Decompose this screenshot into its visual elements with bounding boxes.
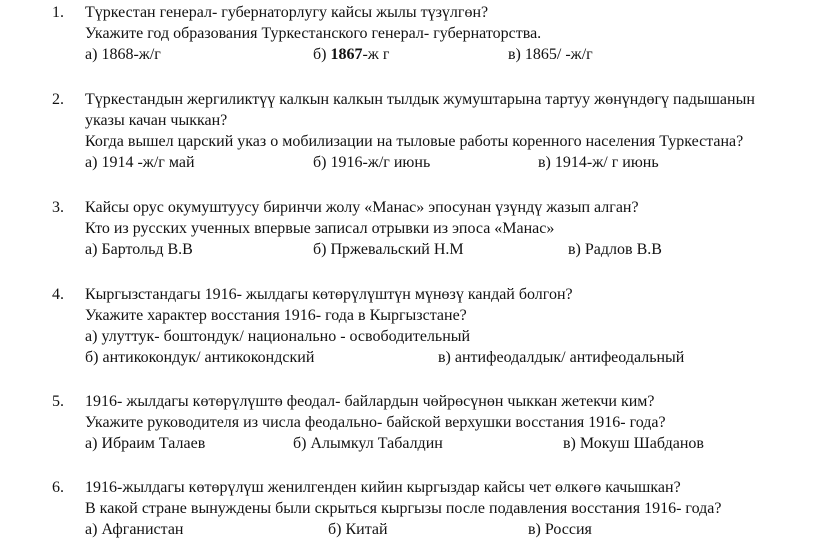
option-b: б) Алымкул Табалдин bbox=[293, 435, 443, 452]
question-number: 6. bbox=[52, 479, 64, 496]
option-a: а) 1914 -ж/г май bbox=[85, 154, 195, 171]
option-b: б) 1916-ж/г июнь bbox=[313, 154, 431, 171]
option-b-bold-year: 1867 bbox=[330, 46, 363, 63]
option-c: в) Мокуш Шабданов bbox=[563, 435, 704, 452]
question-text-russian: Укажите год образования Туркестанского генерал- губернаторства. bbox=[85, 25, 542, 42]
option-a: а) 1868-ж/г bbox=[85, 46, 161, 63]
question-text-russian: В какой стране вынуждены были скрыться кыргызы после подавления восстания 1916- года? bbox=[85, 500, 722, 517]
question-text-kyrgyz: Түркестан генерал- губернаторлугу кайсы жылы түзүлгөн? bbox=[85, 4, 489, 21]
option-a: а) Ибраим Талаев bbox=[85, 435, 206, 452]
question-text-kyrgyz: Түркестандын жергиликтүү калкын калкын тылдык жумуштарына тартуу жөнүндөгү падышанын bbox=[85, 91, 755, 108]
option-a: а) Афганистан bbox=[85, 521, 184, 538]
question-number: 3. bbox=[52, 199, 64, 216]
question-number: 2. bbox=[52, 91, 64, 108]
question-text-russian: Укажите характер восстания 1916- года в Кыргызстане? bbox=[85, 307, 467, 324]
question-text-russian: Укажите руководителя из числа феодально- байской верхушки восстания 1916- года? bbox=[85, 414, 666, 431]
option-c: в) 1914-ж/ г июнь bbox=[538, 154, 659, 171]
question-text-kyrgyz: Кыргызстандагы 1916- жылдагы көтөрүлүштүн мүнөзү кандай болгон? bbox=[85, 286, 573, 303]
option-c: в) 1865/ -ж/г bbox=[508, 46, 593, 63]
option-c: в) Радлов В.В bbox=[568, 241, 662, 258]
option-b: б) Китай bbox=[328, 521, 388, 538]
option-c: в) антифеодалдык/ антифеодальный bbox=[438, 349, 685, 366]
question-text-kyrgyz-cont: указы качан чыккан? bbox=[85, 112, 228, 129]
option-b: б) антикокондук/ антикокондский bbox=[85, 349, 315, 366]
question-text-russian: Кто из русских ученных впервые записал отрывки из эпоса «Манас» bbox=[85, 220, 555, 237]
option-a: а) Бартольд В.В bbox=[85, 241, 193, 258]
option-c: в) Россия bbox=[528, 521, 592, 538]
option-a: а) улуттук- боштондук/ национально - освободительный bbox=[85, 328, 471, 345]
option-b: б) Пржевальский Н.М bbox=[313, 241, 464, 258]
question-text-kyrgyz: 1916-жылдагы көтөрүлүш женилгенден кийин кыргыздар кайсы чет өлкөгө качышкан? bbox=[85, 479, 681, 496]
question-text-kyrgyz: 1916- жылдагы көтөрүлүштө феодал- байлардын чөйрөсүнөн чыккан жетекчи ким? bbox=[85, 393, 655, 410]
question-text-russian: Когда вышел царский указ о мобилизации на тыловые работы коренного населения Туркестана? bbox=[85, 133, 744, 150]
question-number: 5. bbox=[52, 393, 64, 410]
question-number: 1. bbox=[52, 4, 64, 21]
question-text-kyrgyz: Кайсы орус окумуштуусу биринчи жолу «Манас» эпосунан үзүндү жазып алган? bbox=[85, 199, 639, 216]
question-number: 4. bbox=[52, 286, 64, 303]
option-b: б) 1867-ж г bbox=[313, 46, 390, 63]
